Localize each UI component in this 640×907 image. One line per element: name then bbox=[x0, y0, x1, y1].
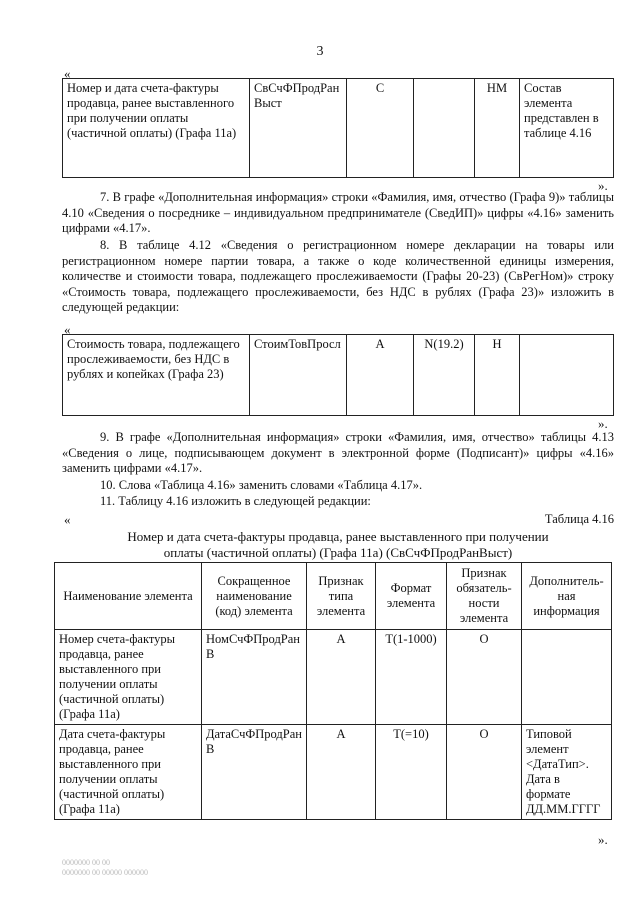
cell-code: НомСчФПродРанВ bbox=[202, 630, 307, 725]
table-row bbox=[63, 79, 614, 178]
table-row bbox=[63, 335, 614, 416]
table-4-12-row bbox=[62, 78, 614, 178]
paragraph-7: 7. В графе «Дополнительная информация» строки «Фамилия, имя, отчество (Графа 9)» таблицы 4.10 «Сведения о посреднике – индивидуальном предпринимателе (СведИП)» цифры «4.16» заменить цифрами «4.17». bbox=[62, 190, 614, 235]
document-stamp bbox=[62, 858, 148, 878]
cell-code: ДатаСчФПродРанВ bbox=[202, 725, 307, 820]
stamp-line-1: 0000000 00 00 bbox=[62, 858, 110, 867]
table-4-12-new-row bbox=[62, 334, 614, 416]
open-quote: « bbox=[64, 512, 71, 527]
paragraph-10: 10. Слова «Таблица 4.16» заменить словами «Таблица 4.17». bbox=[100, 478, 423, 492]
cell-name: Дата счета-фактуры продавца, ранее выставленного при получении оплаты (частичной оплаты) (Графа 11а) bbox=[55, 725, 202, 820]
cell-extra: Состав элемента представлен в таблице 4.16 bbox=[520, 79, 614, 178]
page-number: 3 bbox=[316, 44, 324, 59]
close-quote: ». bbox=[598, 178, 608, 193]
open-quote: « bbox=[64, 322, 71, 337]
table-4-16 bbox=[54, 562, 612, 820]
cell-extra: Типовой элемент <ДатаТип>. Дата в формате ДД.ММ.ГГГГ bbox=[522, 725, 612, 820]
cell-format: N(19.2) bbox=[414, 335, 475, 416]
cell-type: А bbox=[307, 725, 376, 820]
header-extra: Дополнитель-ная информация bbox=[522, 563, 612, 630]
table-label: Таблица 4.16 bbox=[544, 512, 614, 526]
cell-name: Стоимость товара, подлежащего прослеживаемости, без НДС в рублях и копейках (Графа 23) bbox=[63, 335, 250, 416]
cell-format: Т(1-1000) bbox=[376, 630, 447, 725]
header-format: Формат элемента bbox=[376, 563, 447, 630]
cell-name: Номер и дата счета-фактуры продавца, ранее выставленного при получении оплаты (частичной оплаты) (Графа 11а) bbox=[63, 79, 250, 178]
open-quote: « bbox=[64, 66, 71, 81]
header-code: Сокращенное наименование (код) элемента bbox=[202, 563, 307, 630]
table-row bbox=[55, 630, 612, 725]
cell-type: А bbox=[307, 630, 376, 725]
cell-required: НМ bbox=[475, 79, 520, 178]
cell-required: Н bbox=[475, 335, 520, 416]
cell-code: СвСчФПродРанВыст bbox=[250, 79, 347, 178]
cell-format bbox=[414, 79, 475, 178]
cell-required: О bbox=[447, 725, 522, 820]
header-required: Признак обязатель-ности элемента bbox=[447, 563, 522, 630]
header-name: Наименование элемента bbox=[55, 563, 202, 630]
table-header-row bbox=[55, 563, 612, 630]
table-row bbox=[55, 725, 612, 820]
close-quote: ». bbox=[598, 416, 608, 431]
cell-type: С bbox=[347, 79, 414, 178]
cell-name: Номер счета-фактуры продавца, ранее выставленного при получении оплаты (частичной оплаты) (Графа 11а) bbox=[55, 630, 202, 725]
paragraph-8: 8. В таблице 4.12 «Сведения о регистрационном номере декларации на товары или регистрационном номере партии товара, а также о коде количественной единицы измерения, количестве и стоимости товара, подлежащего прослеживаемости (Графы 20-23) (СвРегНом)» строку «Стоимость товара, подлежащего прослеживаемости, без НДС в рублях (Графа 23)» изложить в следующей редакции: bbox=[62, 238, 614, 314]
cell-extra bbox=[520, 335, 614, 416]
cell-code: СтоимТовПросл bbox=[250, 335, 347, 416]
close-quote: ». bbox=[598, 832, 608, 847]
cell-required: О bbox=[447, 630, 522, 725]
table-caption-line-1: Номер и дата счета-фактуры продавца, ранее выставленного при получении bbox=[127, 529, 549, 544]
cell-format: Т(=10) bbox=[376, 725, 447, 820]
cell-extra bbox=[522, 630, 612, 725]
table-caption-line-2: оплаты (частичной оплаты) (Графа 11а) (СвСчФПродРанВыст) bbox=[163, 545, 513, 560]
cell-type: А bbox=[347, 335, 414, 416]
stamp-line-2: 0000000 00 00000 000000 bbox=[62, 868, 148, 877]
header-type: Признак типа элемента bbox=[307, 563, 376, 630]
paragraph-11: 11. Таблицу 4.16 изложить в следующей редакции: bbox=[100, 494, 371, 508]
paragraph-9: 9. В графе «Дополнительная информация» строки «Фамилия, имя, отчество» таблицы 4.13 «Сведения о лице, подписывающем документ в электронной форме (Подписант)» цифры «4.16» заменить цифрами «4.17». bbox=[62, 430, 614, 475]
